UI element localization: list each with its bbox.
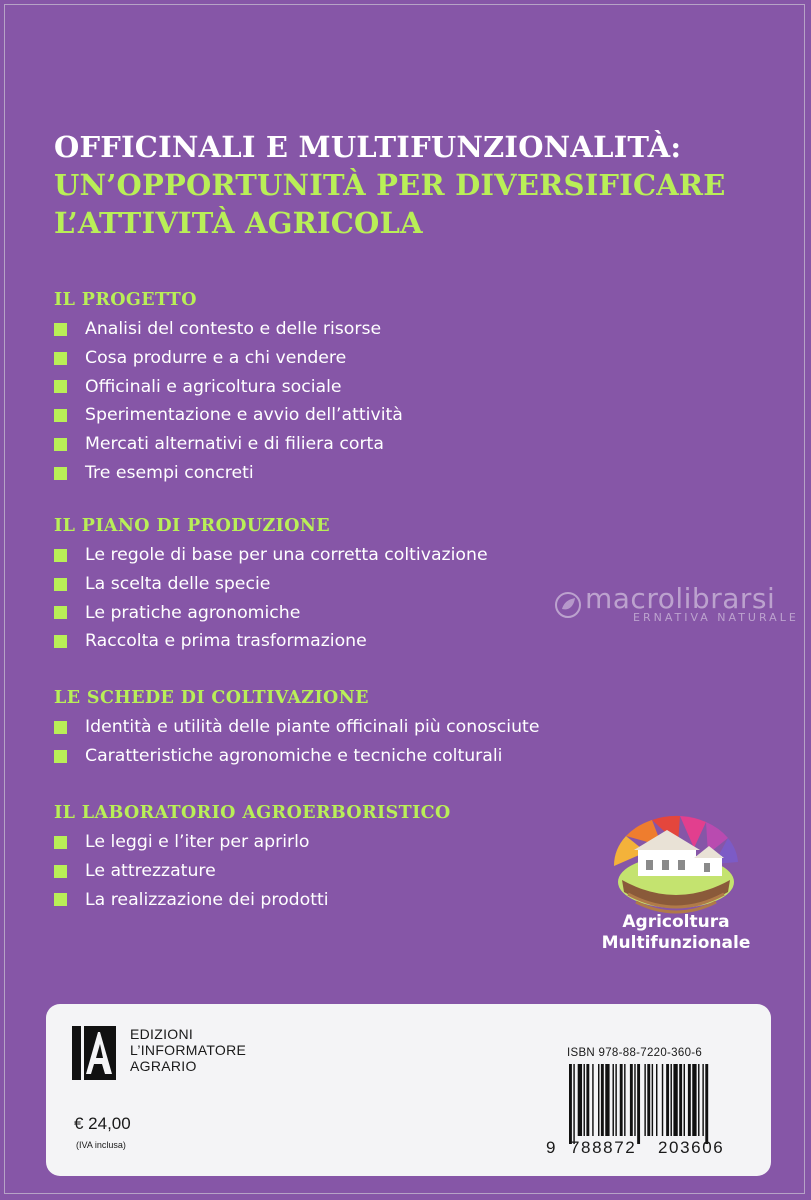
list-item-text: La scelta delle specie bbox=[85, 573, 271, 594]
list-item-text: Identità e utilità delle piante officinali più conosciute bbox=[85, 717, 540, 737]
publisher-logo-icon bbox=[72, 1026, 116, 1080]
list-item bbox=[54, 713, 754, 742]
barcode-bar bbox=[624, 1064, 625, 1136]
barcode-bar bbox=[652, 1064, 653, 1136]
publisher-line-1: EDIZIONI bbox=[130, 1026, 194, 1042]
barcode-bar bbox=[613, 1064, 614, 1136]
square-bullet-icon bbox=[54, 549, 67, 562]
barcode-group-1: 788872 bbox=[570, 1138, 637, 1157]
barcode-bar bbox=[662, 1064, 663, 1136]
barcode-bar bbox=[615, 1064, 616, 1136]
section-il-progetto bbox=[54, 285, 754, 488]
heading-line-2: UN’OPPORTUNITÀ PER DIVERSIFICARE bbox=[54, 168, 726, 202]
barcode-bar bbox=[598, 1064, 599, 1136]
list-item-text: Le regole di base per una corretta coltivazione bbox=[85, 545, 488, 565]
series-line-2: Multifunzionale bbox=[601, 933, 751, 953]
barcode-bar bbox=[592, 1064, 593, 1136]
barcode-bar bbox=[688, 1064, 691, 1136]
list-item bbox=[54, 430, 754, 459]
list-item bbox=[54, 344, 754, 373]
list-item-text: Sperimentazione e avvio dell’attività bbox=[85, 405, 403, 426]
barcode-bar bbox=[634, 1064, 635, 1136]
barcode-bar bbox=[573, 1064, 574, 1144]
series-line-1: Agricoltura bbox=[622, 912, 730, 932]
barcode-bar bbox=[679, 1064, 682, 1136]
heading-line-1: OFFICINALI E MULTIFUNZIONALITÀ: bbox=[54, 130, 682, 164]
section-le-schede-di-coltivazione bbox=[54, 683, 754, 771]
info-panel bbox=[46, 1004, 771, 1176]
barcode-bar bbox=[656, 1064, 657, 1136]
square-bullet-icon bbox=[54, 438, 67, 451]
barcode-bar bbox=[698, 1064, 699, 1136]
barcode-bar bbox=[666, 1064, 669, 1136]
square-bullet-icon bbox=[54, 865, 67, 878]
list-item-text: Le pratiche agronomiche bbox=[85, 602, 301, 623]
list-item-text: Raccolta e prima trasformazione bbox=[85, 631, 367, 652]
square-bullet-icon bbox=[54, 750, 67, 763]
barcode-bar bbox=[684, 1064, 685, 1136]
publisher-line-3: AGRARIO bbox=[130, 1058, 197, 1074]
square-bullet-icon bbox=[54, 893, 67, 906]
barcode-bar bbox=[702, 1064, 703, 1136]
list-item bbox=[54, 373, 754, 402]
vat-note: (IVA inclusa) bbox=[76, 1140, 126, 1150]
list-item-text: Caratteristiche agronomiche e tecniche colturali bbox=[85, 745, 503, 766]
barcode-bar bbox=[647, 1064, 650, 1136]
watermark-tagline: ERNATIVA NATURALE bbox=[633, 611, 799, 624]
list-item-text: Mercati alternativi e di filiera corta bbox=[85, 434, 384, 455]
square-bullet-icon bbox=[54, 380, 67, 393]
cover-heading bbox=[54, 128, 774, 242]
section-title: IL LABORATORIO AGROERBORISTICO bbox=[54, 803, 451, 823]
publisher-line-2: L’INFORMATORE bbox=[130, 1042, 247, 1058]
square-bullet-icon bbox=[54, 721, 67, 734]
series-logo-text bbox=[596, 912, 756, 954]
list-item-text: Cosa produrre e a chi vendere bbox=[85, 347, 347, 368]
square-bullet-icon bbox=[54, 467, 67, 480]
list-item-text: La realizzazione dei prodotti bbox=[85, 889, 329, 910]
list-item-text: Tre esempi concreti bbox=[85, 462, 254, 483]
barcode-bar bbox=[671, 1064, 672, 1136]
barcode-bar bbox=[637, 1064, 640, 1144]
list-item bbox=[54, 459, 754, 488]
barcode-bar bbox=[586, 1064, 589, 1136]
list-item-text: Officinali e agricoltura sociale bbox=[85, 376, 342, 397]
barcode-bar bbox=[705, 1064, 708, 1144]
section-title: IL PROGETTO bbox=[54, 290, 197, 310]
square-bullet-icon bbox=[54, 606, 67, 619]
macrolibrarsi-leaf-icon bbox=[553, 590, 583, 620]
list-item bbox=[54, 401, 754, 430]
heading-line-3: L’ATTIVITÀ AGRICOLA bbox=[54, 206, 423, 240]
watermark bbox=[585, 582, 799, 624]
barcode-bar bbox=[644, 1064, 645, 1136]
barcode-bar bbox=[578, 1064, 582, 1136]
watermark-name: macrolibrarsi bbox=[585, 582, 776, 615]
barcode-bar bbox=[630, 1064, 633, 1136]
section-title: LE SCHEDE DI COLTIVAZIONE bbox=[54, 688, 369, 708]
barcode-icon bbox=[568, 1064, 746, 1144]
section-title: IL PIANO DI PRODUZIONE bbox=[54, 516, 331, 536]
barcode-bar bbox=[692, 1064, 696, 1136]
isbn-text: ISBN 978-88-7220-360-6 bbox=[567, 1047, 703, 1059]
barcode-first-digit: 9 bbox=[546, 1138, 558, 1157]
price: € 24,00 bbox=[74, 1114, 131, 1133]
barcode-bar bbox=[673, 1064, 677, 1136]
list-item bbox=[54, 627, 754, 656]
barcode-bar bbox=[584, 1064, 585, 1136]
list-item-text: Analisi del contesto e delle risorse bbox=[85, 319, 382, 339]
list-item-text: Le attrezzature bbox=[85, 860, 216, 881]
list-item-text: Le leggi e l’iter per aprirlo bbox=[85, 832, 310, 852]
barcode-bar bbox=[569, 1064, 572, 1144]
publisher-name bbox=[130, 1026, 246, 1074]
barcode-bar bbox=[620, 1064, 623, 1136]
list-item bbox=[54, 315, 754, 344]
barcode-bar bbox=[605, 1064, 609, 1136]
list-item bbox=[54, 541, 754, 570]
square-bullet-icon bbox=[54, 352, 67, 365]
barcode-bar bbox=[601, 1064, 604, 1136]
list-item bbox=[54, 742, 754, 771]
square-bullet-icon bbox=[54, 409, 67, 422]
square-bullet-icon bbox=[54, 578, 67, 591]
barcode-group-2: 203606 bbox=[658, 1138, 725, 1157]
square-bullet-icon bbox=[54, 836, 67, 849]
square-bullet-icon bbox=[54, 635, 67, 648]
square-bullet-icon bbox=[54, 323, 67, 336]
